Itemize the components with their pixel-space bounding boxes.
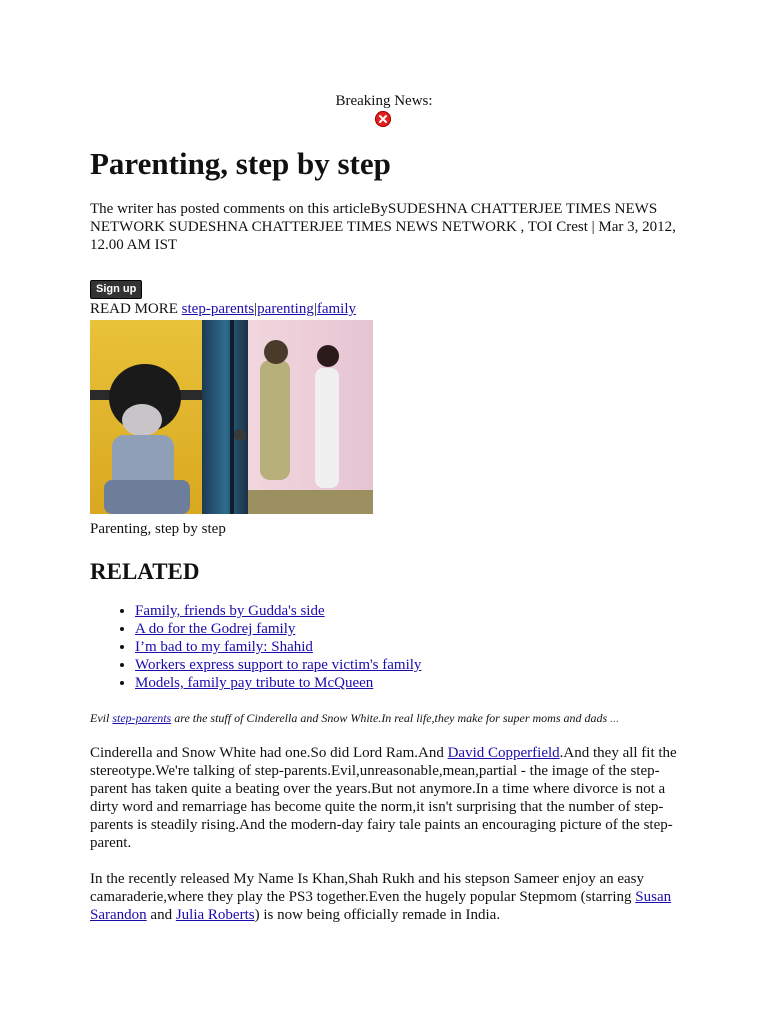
related-link[interactable]: Models, family pay tribute to McQueen <box>135 675 374 691</box>
paragraph-text: Cinderella and Snow White had one.So did Lord Ram.And <box>90 745 448 761</box>
image-caption: Parenting, step by step <box>90 521 226 537</box>
article-byline: The writer has posted comments on this articleBySUDESHNA CHATTERJEE TIMES NEWS NETWORK SUDESHNA CHATTERJEE TIMES NEWS NETWORK , TOI Crest | Mar 3, 2012, 12.00 AM IST <box>90 201 676 253</box>
tag-link-parenting[interactable]: parenting <box>257 301 314 317</box>
related-list <box>90 602 682 692</box>
related-link[interactable]: Family, friends by Gudda's side <box>135 603 325 619</box>
list-item <box>135 620 682 638</box>
article-title: Parenting, step by step <box>90 146 391 181</box>
tag-link-step-parents[interactable]: step-parents <box>181 301 255 317</box>
list-item <box>135 638 682 656</box>
article-lede <box>90 710 682 726</box>
article-paragraph <box>90 870 682 924</box>
paragraph-text: ) is now being officially remade in India. <box>254 907 501 923</box>
article <box>90 140 682 924</box>
tag-separator: | <box>313 301 317 317</box>
article-paragraph <box>90 744 682 852</box>
article-image <box>90 320 373 514</box>
link-julia-roberts[interactable]: Julia Roberts <box>175 907 255 923</box>
close-icon[interactable] <box>375 111 391 127</box>
read-more <box>90 300 682 318</box>
link-david-copperfield[interactable]: David Copperfield <box>447 745 560 761</box>
related-link[interactable]: I’m bad to my family: Shahid <box>135 639 313 655</box>
list-item <box>135 656 682 674</box>
breaking-news-label: Breaking News: <box>335 93 433 109</box>
related-heading: RELATED <box>90 559 200 584</box>
list-item <box>135 674 682 692</box>
related-link[interactable]: Workers express support to rape victim's family <box>135 657 422 673</box>
lede-link-step-parents[interactable]: step-parents <box>112 711 172 725</box>
list-item <box>135 602 682 620</box>
paragraph-text: In the recently released My Name Is Khan,Shah Rukh and his stepson Sameer enjoy an easy camaraderie,where they play the PS3 together.Even the hugely popular Stepmom (starring <box>90 871 645 905</box>
lede-ellipsis: ... <box>607 711 620 725</box>
tag-separator: | <box>254 301 258 317</box>
lede-text: are the stuff of Cinderella and Snow White.In real life,they make for super moms and dads <box>171 711 608 725</box>
signup-button[interactable]: Sign up <box>90 280 142 299</box>
read-more-label: READ MORE <box>90 301 178 317</box>
link-susan-sarandon[interactable]: Susan Sarandon <box>90 889 672 923</box>
related-link[interactable]: A do for the Godrej family <box>135 621 296 637</box>
paragraph-text: and <box>146 907 176 923</box>
lede-prefix: Evil <box>90 711 113 725</box>
tag-link-family[interactable]: family <box>316 301 356 317</box>
paragraph-text: .And they all fit the stereotype.We're talking of step-parents.Evil,unreasonable,mean,partial - the image of the step-parent has taken quite a beating over the years.But not anymore.In a time where divorce is not a dirty word and remarriage has become quite the norm,it isn't surprising that the number of step-parents is steadily rising.And the modern-day fairy tale paints an encouraging picture of the step-parent. <box>90 745 677 851</box>
